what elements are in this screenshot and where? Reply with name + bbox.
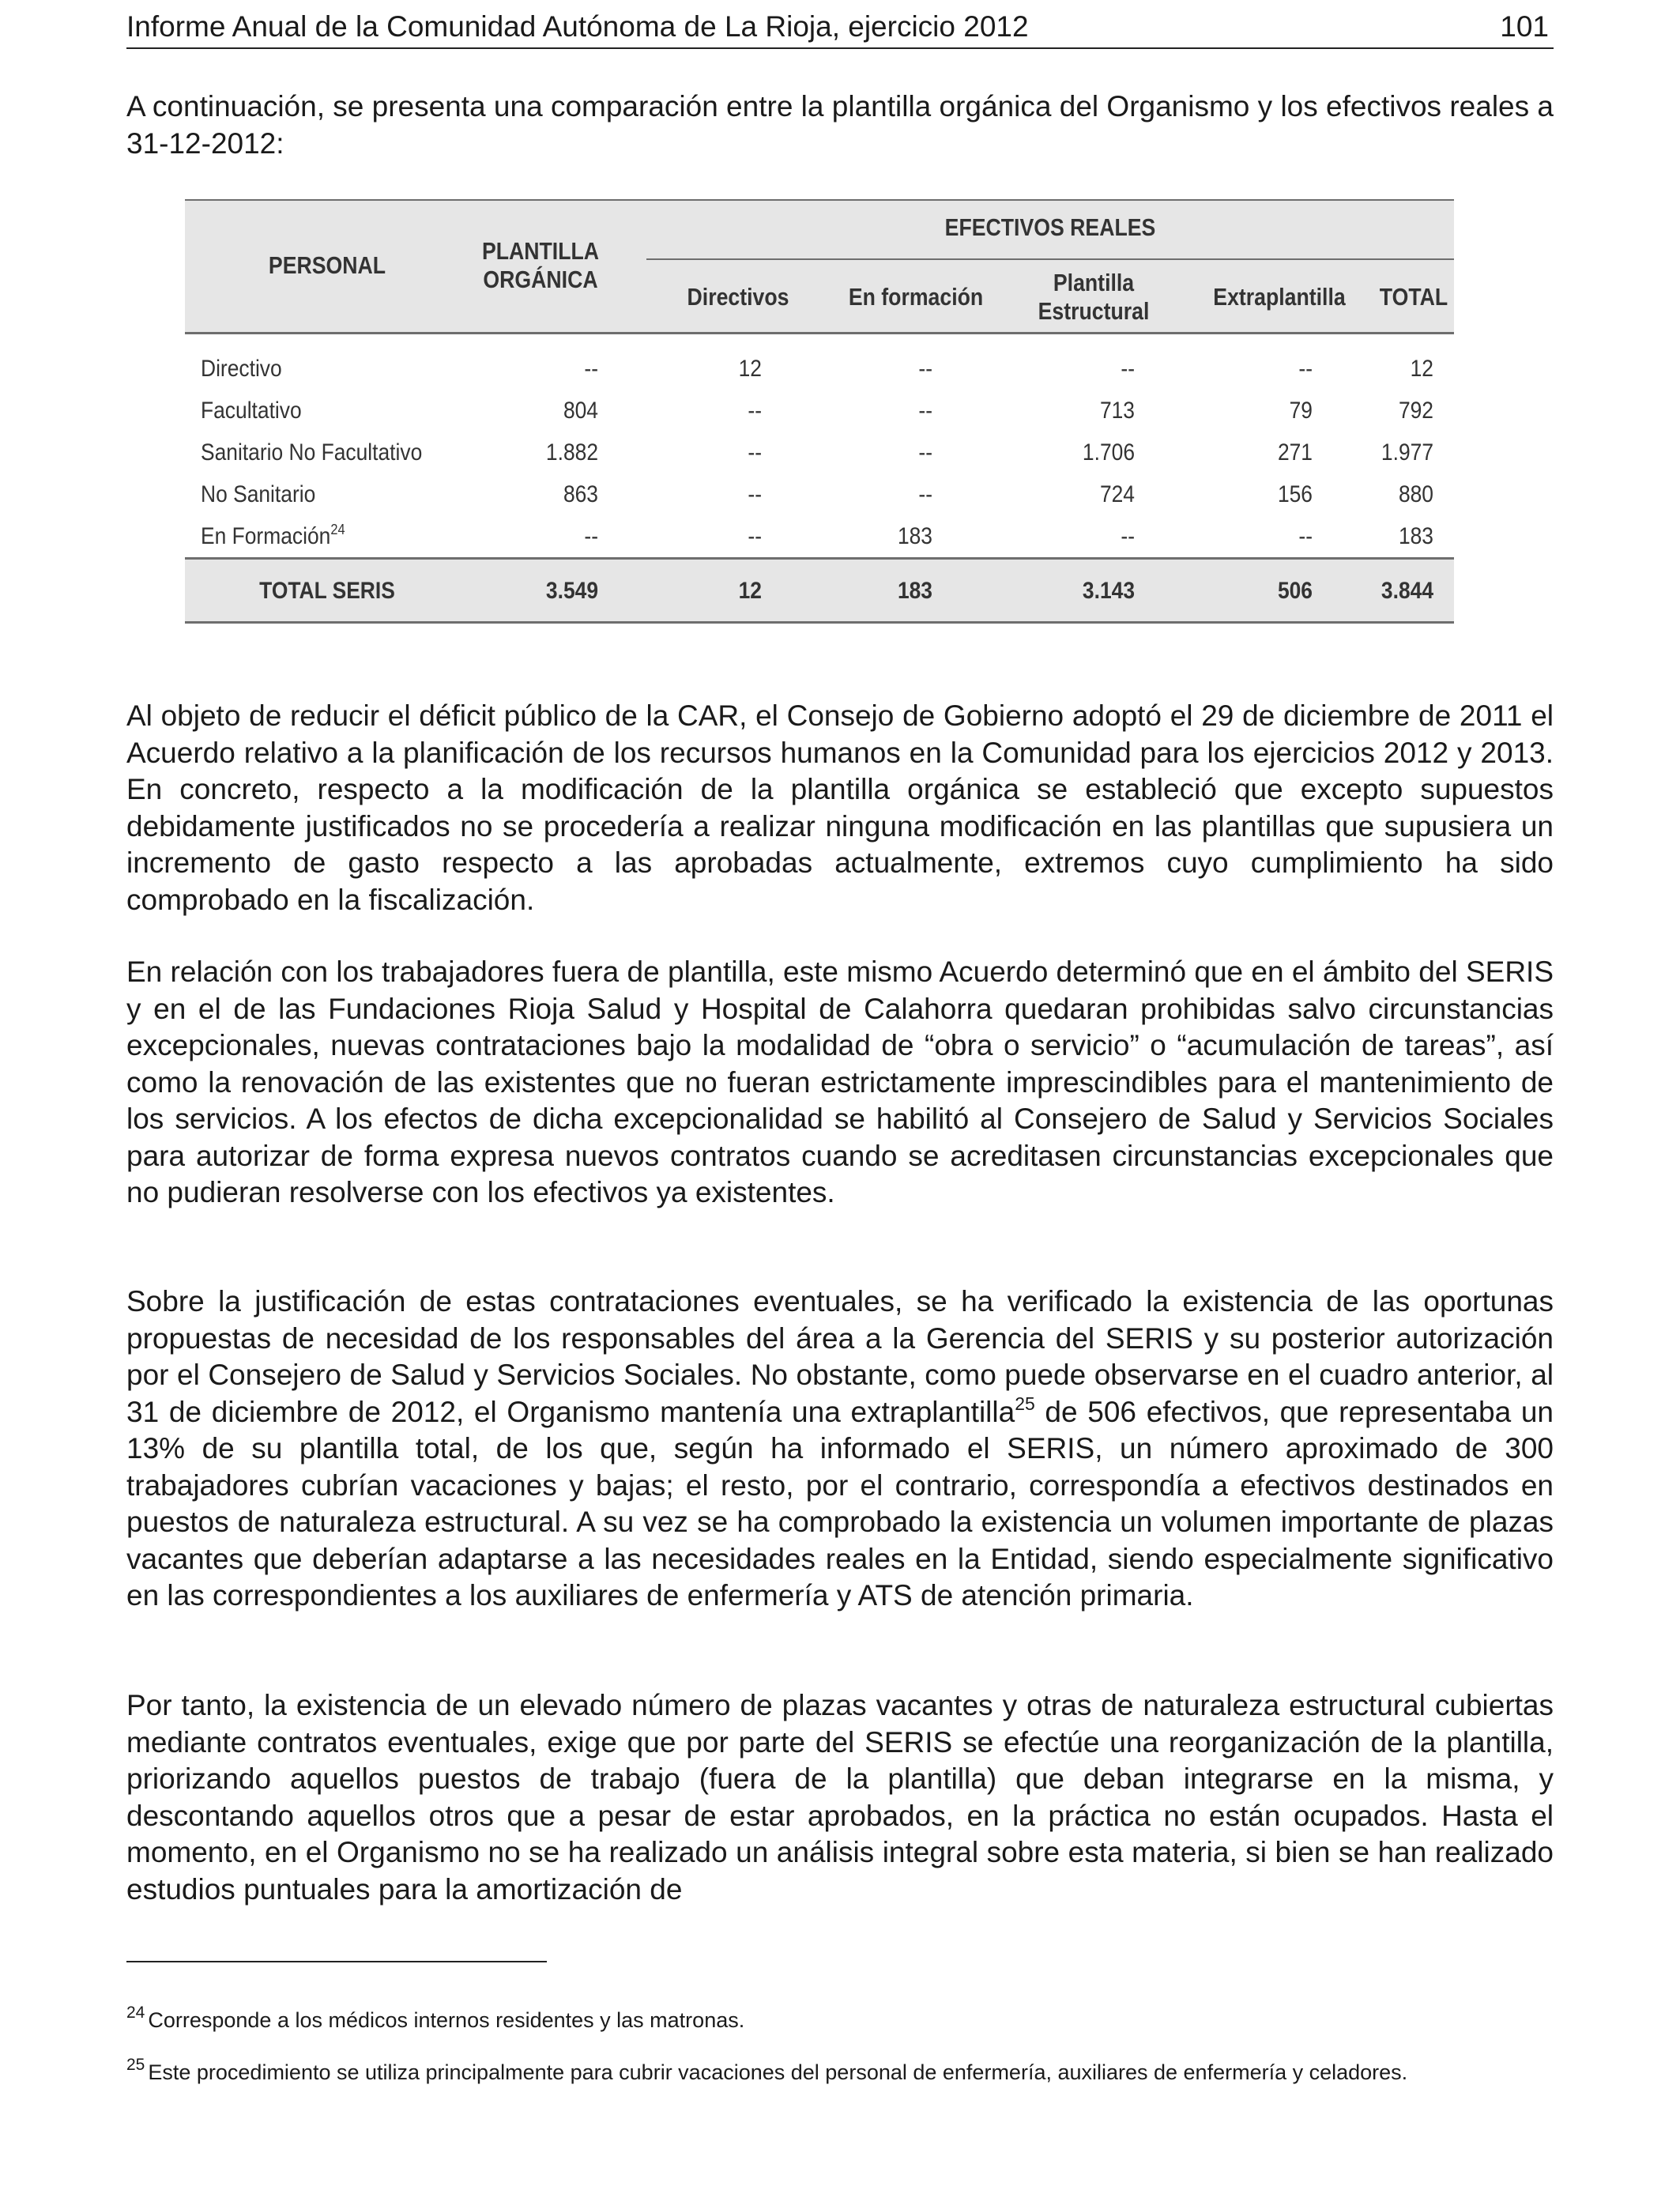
row3-label: Sanitario No Facultativo [201, 439, 423, 466]
running-header [126, 6, 1554, 49]
row2-plantilla: 804 [563, 398, 598, 424]
row5-footnote-ref: 24 [330, 520, 345, 537]
header-extraplantilla: Extraplantilla [1213, 283, 1346, 311]
row4-extraplantilla: 156 [1277, 481, 1313, 507]
footnote-ref-25: 25 [1015, 1393, 1035, 1414]
row3-estructural: 1.706 [1082, 439, 1135, 466]
row3-total: 1.977 [1381, 439, 1433, 466]
row5-plantilla: -- [584, 523, 598, 549]
row4-plantilla: 863 [563, 481, 598, 507]
paragraph-4: Por tanto, la existencia de un elevado número de plazas vacantes y otras de naturaleza estructural cubiertas mediante contratos eventuales, exige que por parte del SERIS se efectúe una reorganización de la plantilla, priorizando aquellos puestos de trabajo (fuera de la plantilla) que deban integrarse en la misma, y descontando aquellos otros que a pesar de estar aprobados, en la práctica no están ocupados. Hasta el momento, en el Organismo no se ha realizado un análisis integral sobre esta materia, si bien se han realizado estudios puntuales para la amortización de [126, 1689, 1554, 1906]
row2-extraplantilla: 79 [1289, 398, 1313, 424]
row5-total: 183 [1398, 523, 1433, 549]
row4-total: 880 [1398, 481, 1433, 507]
row3-extraplantilla: 271 [1277, 439, 1313, 466]
footnote-24-text: Corresponde a los médicos internos residentes y las matronas. [148, 2008, 745, 2032]
row4-en-formacion: -- [918, 481, 932, 507]
header-plantilla-estructural-line2: Estructural [1038, 297, 1150, 325]
row5-directivos: -- [748, 523, 762, 549]
row5-extraplantilla: -- [1298, 523, 1313, 549]
row1-label: Directivo [201, 356, 282, 382]
row5-en-formacion: 183 [897, 523, 932, 549]
row2-directivos: -- [748, 398, 762, 424]
footnote-25 [126, 2056, 1554, 2086]
total-en-formacion: 183 [897, 578, 932, 604]
footnote-25-number: 25 [126, 2056, 145, 2074]
total-plantilla: 3.549 [545, 578, 598, 604]
paragraph-3-part-1: Sobre la justificación de estas contrataciones eventuales, se ha verificado la existencia de las oportunas propuestas de necesidad de los responsables del área a la Gerencia del SERIS y su posterior autorización por el Consejero de Salud y Servicios Sociales. No obstante, como puede observarse en el cuadro anterior, al 31 de diciembre de 2012, el Organismo mantenía una extraplantilla [126, 1285, 1554, 1428]
row5-label-text: En Formación [201, 523, 331, 549]
page-number: 101 [1500, 10, 1549, 43]
row4-label: No Sanitario [201, 481, 316, 507]
row2-en-formacion: -- [918, 398, 932, 424]
total-estructural: 3.143 [1082, 578, 1135, 604]
table-bottom-rule [185, 621, 1454, 624]
paragraph-1: Al objeto de reducir el déficit público de la CAR, el Consejo de Gobierno adoptó el 29 de diciembre de 2011 el Acuerdo relativo a la planificación de los recursos humanos en la Comunidad para los ejercicios 2012 y 2013. En concreto, respecto a la modificación de la plantilla orgánica se estableció que excepto supuestos debidamente justificados no se procedería a realizar ninguna modificación en las plantillas que supusiera un incremento de gasto respecto a las aprobadas actualmente, extremos cuyo cumplimiento ha sido comprobado en la fiscalización. [126, 699, 1554, 916]
efectivos-rule [646, 258, 1454, 260]
header-directivos: Directivos [687, 283, 789, 311]
row1-directivos: 12 [738, 356, 762, 382]
header-efectivos-reales: EFECTIVOS REALES [944, 213, 1156, 241]
footnote-24 [126, 2004, 1554, 2034]
paragraph-2: En relación con los trabajadores fuera de plantilla, este mismo Acuerdo determinó que en el ámbito del SERIS y en el de las Fundaciones Rioja Salud y Hospital de Calahorra quedaran prohibidas salvo circunstancias excepcionales, nuevas contrataciones bajo la modalidad de “obra o servicio” o “acumulación de tareas”, así como la renovación de las existentes que no fueran estrictamente imprescindibles para el mantenimiento de los servicios. A los efectos de dicha excepcionalidad se habilitó al Consejero de Salud y Servicios Sociales para autorizar de forma expresa nuevos contratos cuando se acreditasen circunstancias excepcionales que no pudieran resolverse con los efectivos ya existentes. [126, 956, 1554, 1208]
total-label: TOTAL SERIS [259, 578, 395, 604]
total-total: 3.844 [1381, 578, 1433, 604]
row5-label [201, 515, 430, 557]
row3-directivos: -- [748, 439, 762, 466]
row1-extraplantilla: -- [1298, 356, 1313, 382]
row2-total: 792 [1398, 398, 1433, 424]
row1-total: 12 [1410, 356, 1433, 382]
paragraph-3 [126, 1284, 1554, 1615]
row3-plantilla: 1.882 [545, 439, 598, 466]
row2-estructural: 713 [1099, 398, 1135, 424]
row3-en-formacion: -- [918, 439, 932, 466]
row5-estructural: -- [1121, 523, 1135, 549]
total-top-rule [185, 557, 1454, 560]
footnote-separator [126, 1961, 547, 1962]
header-personal: PERSONAL [268, 251, 386, 279]
header-plantilla-line1: PLANTILLA [481, 237, 600, 265]
header-en-formacion: En formación [848, 283, 984, 311]
row1-en-formacion: -- [918, 356, 932, 382]
intro-paragraph: A continuación, se presenta una comparación entre la plantilla orgánica del Organismo y los efectivos reales a 31-12-2012: [126, 90, 1554, 160]
paragraph-3-part-2: de 506 efectivos, que representaba un 13% de su plantilla total, de los que, según ha informado el SERIS, un número aproximado de 300 trabajadores cubrían vacaciones y bajas; el resto, por el contrario, correspondía a efectivos destinados en puestos de naturaleza estructural. A su vez se ha comprobado la existencia un volumen importante de plazas vacantes que deberían adaptarse a las necesidades reales en la Entidad, siendo especialmente significativo en las correspondientes a los auxiliares de enfermería y ATS de atención primaria. [126, 1395, 1554, 1612]
row1-estructural: -- [1121, 356, 1135, 382]
row2-label: Facultativo [201, 398, 302, 424]
footnote-25-text: Este procedimiento se utiliza principalmente para cubrir vacaciones del personal de enfermería, auxiliares de enfermería y celadores. [148, 2060, 1408, 2084]
total-directivos: 12 [738, 578, 762, 604]
header-title: Informe Anual de la Comunidad Autónoma de La Rioja, ejercicio 2012 [126, 10, 1029, 43]
total-extraplantilla: 506 [1277, 578, 1313, 604]
header-plantilla-estructural-line1: Plantilla [1053, 269, 1135, 296]
header-total: TOTAL [1379, 283, 1448, 311]
row4-estructural: 724 [1099, 481, 1135, 507]
table-top-rule [185, 199, 1454, 201]
header-plantilla-line2: ORGÁNICA [483, 266, 598, 293]
footnote-24-number: 24 [126, 2004, 145, 2022]
row4-directivos: -- [748, 481, 762, 507]
row1-plantilla: -- [584, 356, 598, 382]
staffing-table [185, 199, 1454, 624]
header-bottom-rule [185, 332, 1454, 334]
